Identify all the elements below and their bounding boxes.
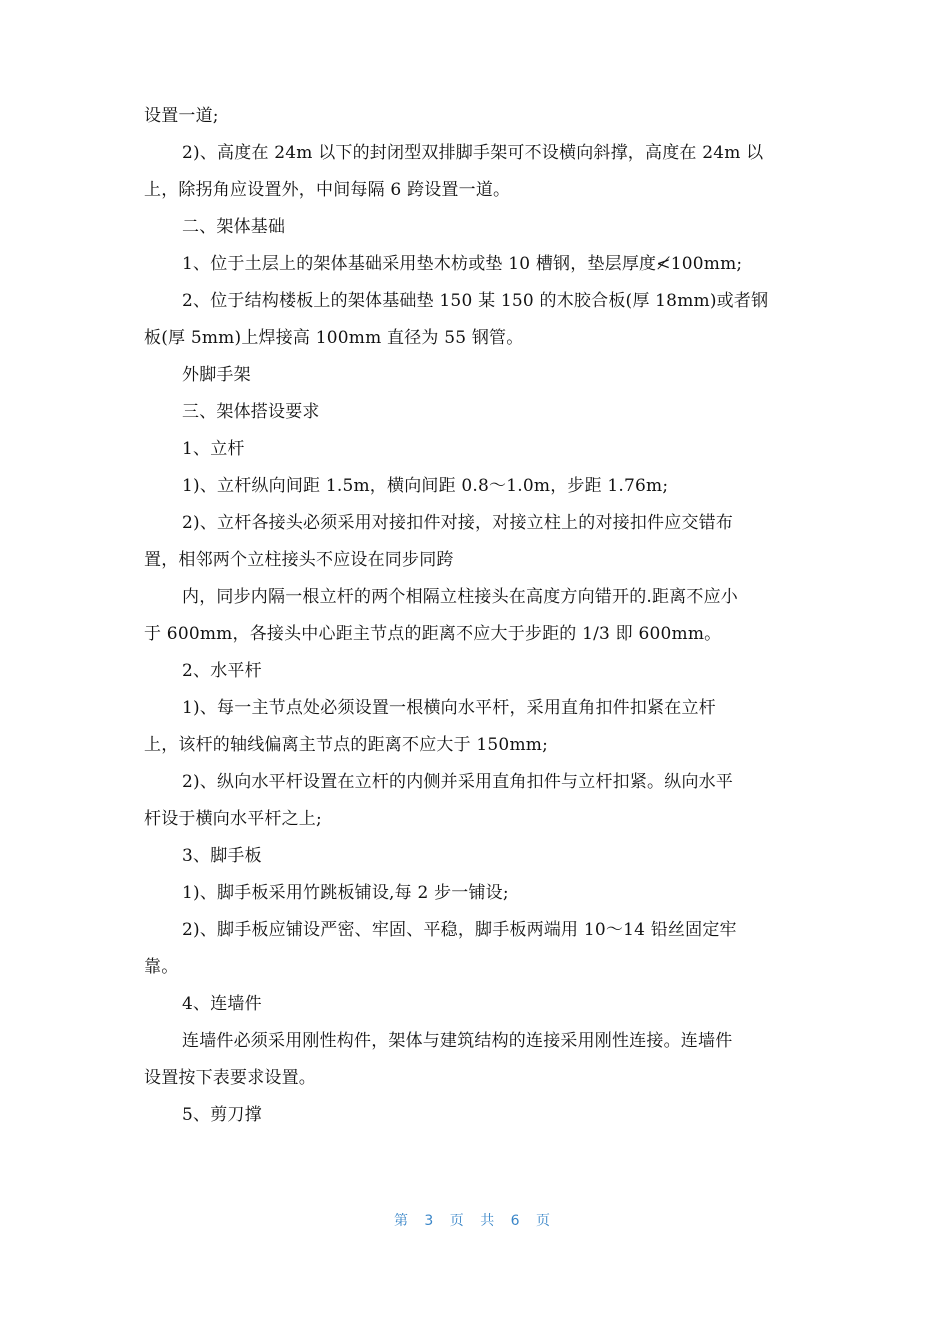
text-line: 杆设于横向水平杆之上;	[144, 809, 322, 829]
text-line: 1)、每一主节点处必须设置一根横向水平杆，采用直角扣件扣紧在立杆	[182, 698, 716, 718]
text-line: 1、立杆	[182, 439, 245, 459]
text-line: 2)、立杆各接头必须采用对接扣件对接，对接立柱上的对接扣件应交错布	[182, 513, 734, 533]
text-line: 上，该杆的轴线偏离主节点的距离不应大于 150mm;	[144, 735, 549, 755]
text-line: 1)、立杆纵向间距 1.5m，横向间距 0.8～1.0m，步距 1.76m;	[182, 476, 669, 496]
text-line: 置，相邻两个立柱接头不应设在同步同跨	[144, 550, 454, 570]
text-line: 4、连墙件	[182, 994, 262, 1014]
text-line: 2、水平杆	[182, 661, 262, 681]
text-line: 1、位于土层上的架体基础采用垫木枋或垫 10 槽钢，垫层厚度≮100mm;	[182, 254, 743, 274]
text-line: 5、剪刀撑	[182, 1105, 262, 1125]
text-line: 2)、脚手板应铺设严密、牢固、平稳，脚手板两端用 10～14 铅丝固定牢	[182, 920, 737, 940]
text-line: 2)、纵向水平杆设置在立杆的内侧并采用直角扣件与立杆扣紧。纵向水平	[182, 772, 734, 792]
text-line: 三、架体搭设要求	[182, 402, 320, 422]
text-line: 1)、脚手板采用竹跳板铺设,每 2 步一铺设;	[182, 883, 509, 903]
text-line: 二、架体基础	[182, 217, 286, 237]
text-line: 板(厚 5mm)上焊接高 100mm 直径为 55 钢管。	[144, 328, 524, 348]
text-line: 2、位于结构楼板上的架体基础垫 150 某 150 的木胶合板(厚 18mm)或者钢	[182, 291, 769, 311]
text-line: 3、脚手板	[182, 846, 262, 866]
text-line: 内，同步内隔一根立杆的两个相隔立柱接头在高度方向错开的.距离不应小	[182, 587, 739, 607]
text-line: 外脚手架	[182, 365, 251, 385]
text-line: 连墙件必须采用刚性构件，架体与建筑结构的连接采用刚性连接。连墙件	[182, 1031, 733, 1051]
text-line: 上，除拐角应设置外，中间每隔 6 跨设置一道。	[144, 180, 511, 200]
text-line: 靠。	[144, 957, 179, 977]
text-line: 于 600mm，各接头中心距主节点的距离不应大于步距的 1/3 即 600mm。	[144, 624, 722, 644]
text-line: 2)、高度在 24m 以下的封闭型双排脚手架可不设横向斜撑，高度在 24m 以	[182, 143, 764, 163]
page-number-footer: 第 3 页 共 6 页	[393, 1213, 557, 1229]
document-body	[144, 98, 804, 1134]
text-line: 设置按下表要求设置。	[144, 1068, 316, 1088]
text-line: 设置一道;	[144, 106, 219, 126]
